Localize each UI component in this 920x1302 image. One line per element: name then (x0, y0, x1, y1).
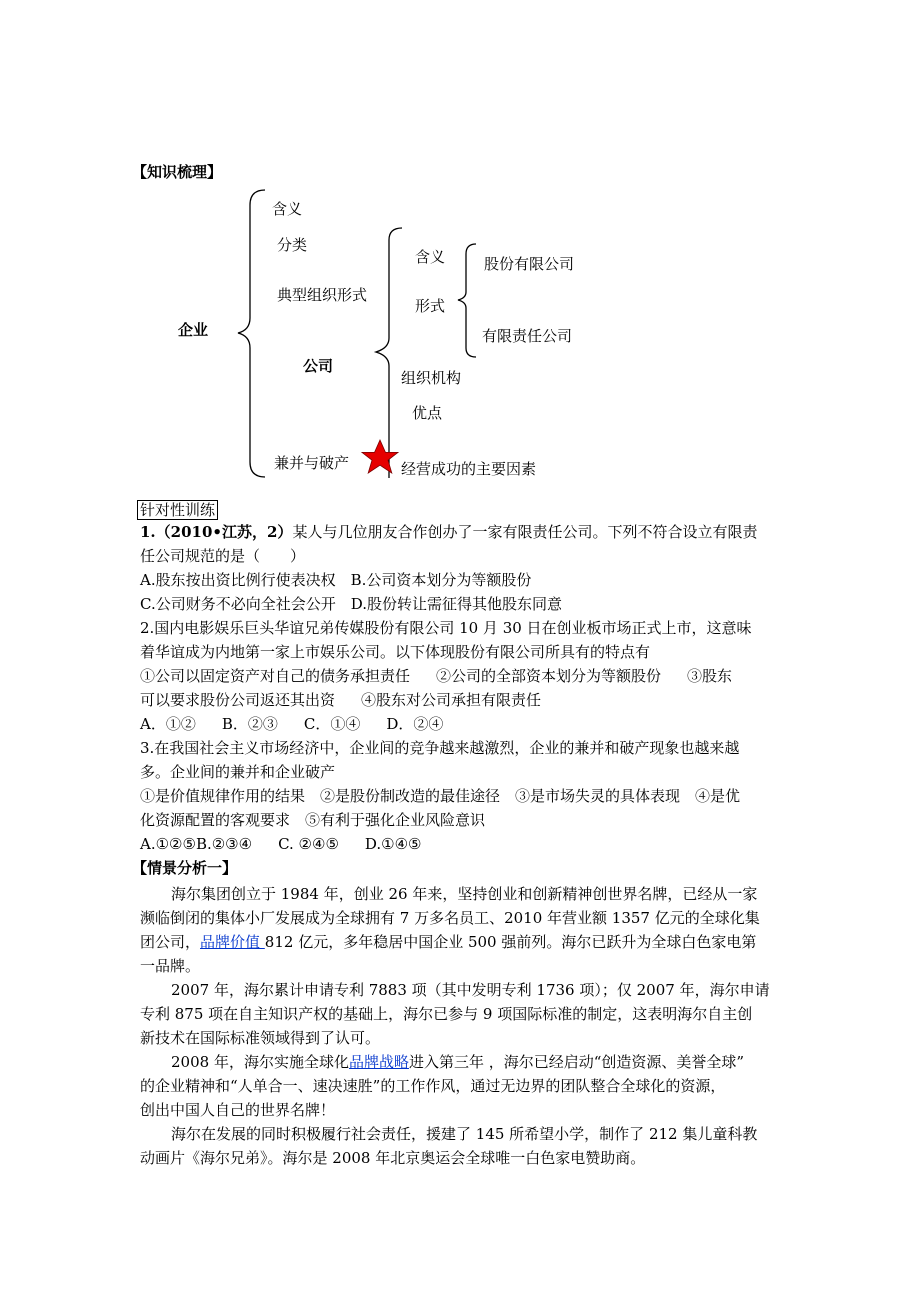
company-item-form: 形式 (415, 297, 446, 315)
question-1 (140, 520, 790, 616)
q2-option-d: D．②④ (386, 715, 444, 733)
p3-line-2: 的企业精神和“人单合一、速决速胜”的工作作风，通过无边界的团队整合全球化的资源， (140, 1077, 726, 1095)
q3-line-4: 化资源配置的客观要求 ⑤有利于强化企业风险意识 (140, 811, 486, 829)
q3-line-2: 多。企业间的兼并和企业破产 (140, 763, 336, 781)
star-icon (362, 440, 398, 473)
p1-line-3a: 团公司， (140, 933, 201, 951)
mindmap-item-meaning: 含义 (272, 200, 303, 218)
scenario-paragraph-3 (140, 1050, 790, 1122)
mindmap-root: 企业 (178, 321, 209, 339)
q2-choice-4: ④股东对公司承担有限责任 (361, 691, 542, 709)
q1-option-d: D.股份转让需征得其他股东同意 (350, 595, 562, 613)
p4-line-2: 动画片《海尔兄弟》。海尔是 2008 年北京奥运会全球唯一白色家电赞助商。 (140, 1149, 646, 1167)
q2-choice-1: ①公司以固定资产对自己的债务承担责任 (140, 667, 411, 685)
p2-line-1: 2007 年，海尔累计申请专利 7883 项（其中发明专利 1736 项）；仅 2007 年，海尔申请 (171, 981, 770, 999)
mindmap-item-merger: 兼并与破产 (274, 454, 350, 472)
q2-choice-3b: 可以要求股份公司返还其出资 (140, 691, 336, 709)
scenario-heading: 【情景分析一】 (132, 859, 238, 877)
training-title-box: 针对性训练 (137, 500, 218, 520)
q2-choice-3a: ③股东 (687, 667, 733, 685)
q1-label: 1.（2010•江苏，2） (140, 523, 293, 541)
q3-line-3: ①是价值规律作用的结果 ②是股份制改造的最佳途径 ③是市场失灵的具体表现 ④是优 (140, 787, 741, 805)
forms-brace (458, 244, 476, 357)
q3-line-1: 3.在我国社会主义市场经济中，企业间的竞争越来越激烈，企业的兼并和破产现象也越来越 (140, 739, 740, 757)
p1-line-4: 一品牌。 (140, 957, 201, 975)
q3-option-d: D.①④⑤ (364, 835, 422, 853)
q2-choice-2: ②公司的全部资本划分为等额股份 (436, 667, 662, 685)
q2-line-2: 着华谊成为内地第一家上市娱乐公司。以下体现股份有限公司所具有的特点有 (140, 643, 651, 661)
brand-value-link[interactable]: 品牌价值 (200, 933, 265, 951)
p3-line-3: 创出中国人自己的世界名牌！ (140, 1101, 336, 1119)
mindmap-success-factors: 经营成功的主要因素 (401, 460, 537, 478)
form-limited-liability: 有限责任公司 (482, 327, 573, 345)
q1-stem-a: 某人与几位朋友合作创办了一家有限责任公司。下列不符合设立有限责 (292, 523, 758, 541)
p3-line-1b: 进入第三年 ，海尔已经启动“创造资源、美誉全球” (408, 1053, 745, 1071)
p4-line-1: 海尔在发展的同时积极履行社会责任，援建了 145 所希望小学，制作了 212 集儿童科教 (171, 1125, 758, 1143)
p2-line-3: 新技术在国际标准领域得到了认可。 (140, 1029, 381, 1047)
form-joint-stock: 股份有限公司 (484, 255, 575, 273)
p1-line-1: 海尔集团创立于 1984 年，创业 26 年来，坚持创业和创新精神创世界名牌，已经从一家 (171, 885, 758, 903)
q1-option-c: C.公司财务不必向全社会公开 (140, 595, 336, 613)
q2-option-b: B．②③ (221, 715, 278, 733)
mindmap-braces (0, 0, 920, 500)
mindmap-company: 公司 (303, 357, 334, 375)
p2-line-2: 专利 875 项在自主知识产权的基础上，海尔已参与 9 项国际标准的制定，这表明海尔自主创 (140, 1005, 753, 1023)
p1-line-3b: 812 亿元，多年稳居中国企业 500 强前列。海尔已跃升为全球白色家电第 (264, 933, 757, 951)
training-title (137, 498, 218, 522)
mindmap-item-category: 分类 (277, 236, 308, 254)
q1-option-a: A.股东按出资比例行使表决权 (140, 571, 336, 589)
q2-line-1: 2.国内电影娱乐巨头华谊兄弟传媒股份有限公司 10 月 30 日在创业板市场正式上市，这意味 (140, 619, 752, 637)
q2-option-c: C．①④ (303, 715, 361, 733)
company-item-meaning: 含义 (415, 248, 446, 266)
brand-strategy-link[interactable]: 品牌战略 (348, 1053, 409, 1071)
p1-line-2: 濒临倒闭的集体小厂发展成为全球拥有 7 万多名员工、2010 年营业额 1357 亿元的全球化集 (140, 909, 760, 927)
company-item-advantage: 优点 (412, 404, 443, 422)
q1-stem-b: 任公司规范的是（ ） (140, 547, 306, 565)
q3-option-a: A.①②⑤B.②③④ (140, 835, 253, 853)
scenario-paragraph-2 (140, 978, 790, 1050)
q3-option-c: C. ②④⑤ (278, 835, 339, 853)
scenario-paragraph-1 (140, 882, 790, 978)
scenario-paragraph-4 (140, 1122, 790, 1170)
q1-option-b: B.公司资本划分为等额股份 (350, 571, 532, 589)
p3-line-1a: 2008 年，海尔实施全球化 (171, 1053, 349, 1071)
question-3 (140, 736, 790, 856)
mindmap-heading: 【知识梳理】 (132, 163, 223, 181)
root-brace (238, 190, 265, 477)
question-2 (140, 616, 790, 736)
mindmap-item-typical-forms: 典型组织形式 (277, 286, 368, 304)
q2-option-a: A．①② (140, 715, 196, 733)
company-item-organization: 组织机构 (401, 369, 462, 387)
